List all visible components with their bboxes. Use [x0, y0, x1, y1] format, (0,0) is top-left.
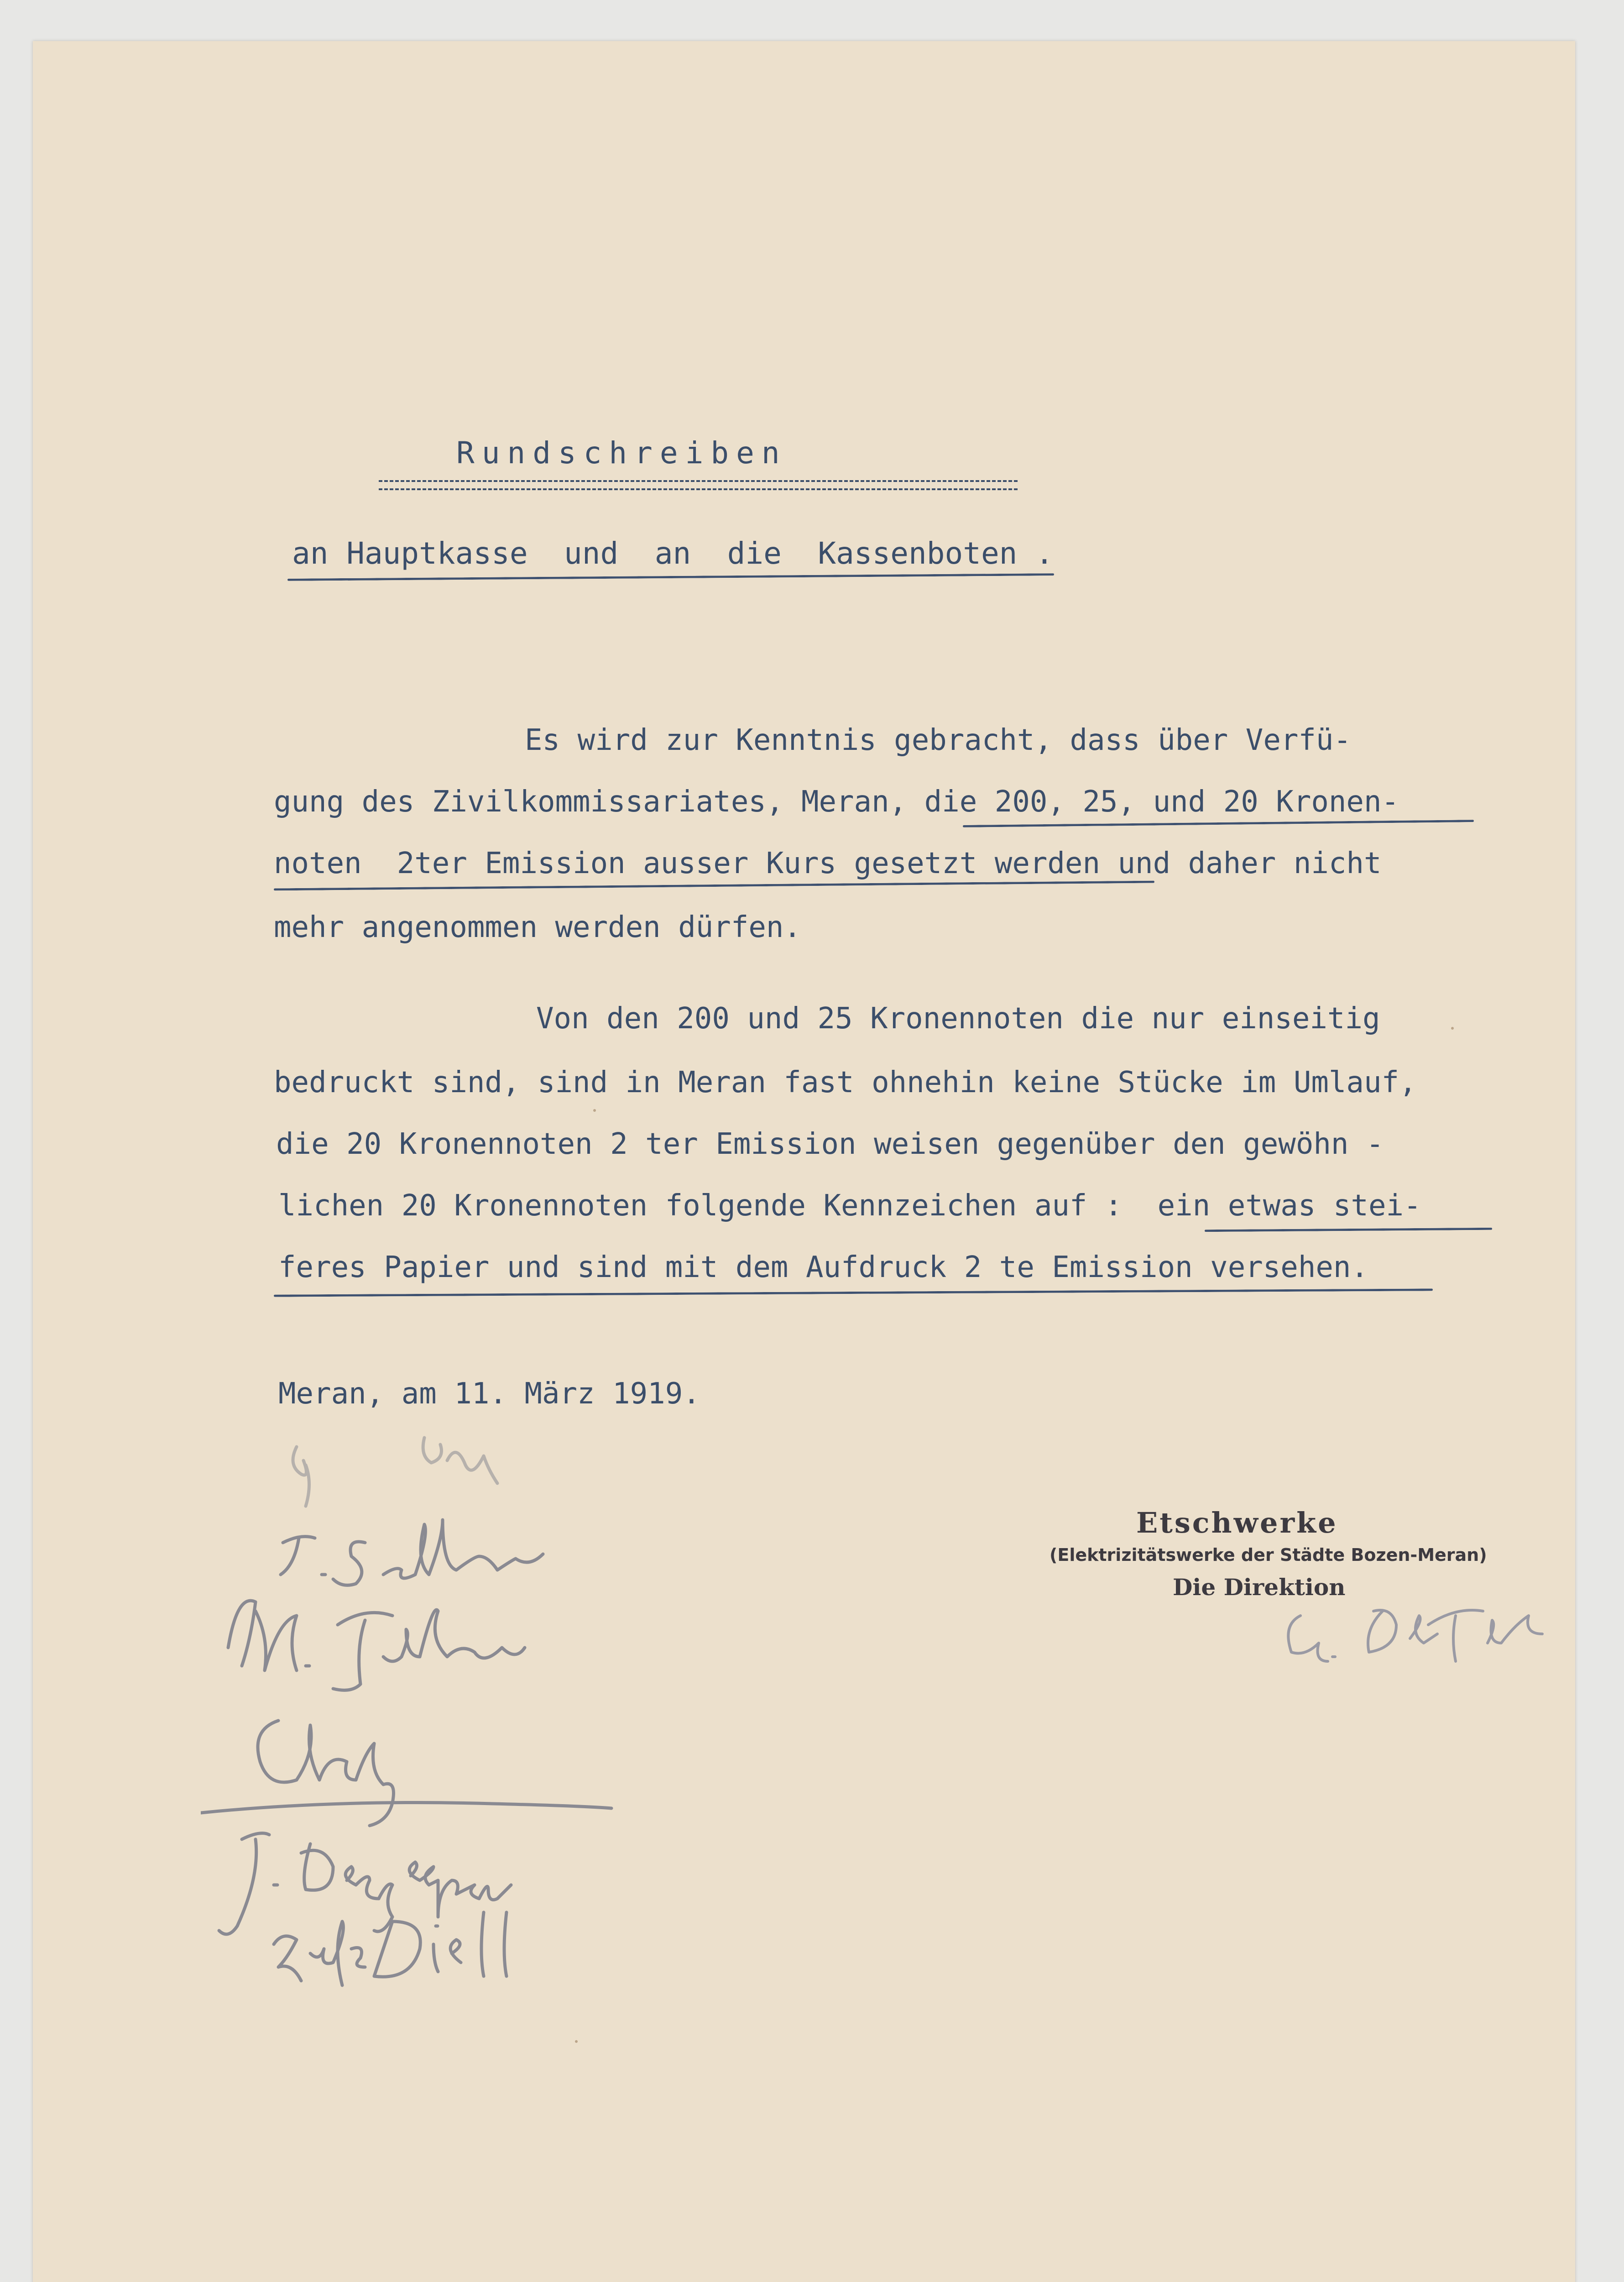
stamp-department: Die Direktion — [1173, 1574, 1346, 1601]
paragraph1-line3: noten 2ter Emission ausser Kurs gesetzt werden und daher nicht — [274, 847, 1382, 880]
document-title: Rundschreiben — [456, 435, 787, 471]
paragraph2-line2: bedruckt sind, sind in Meran fast ohnehin keine Stücke im Umlauf, — [274, 1066, 1417, 1099]
paragraph2-line3: die 20 Kronennoten 2 ter Emission weisen gegenüber den gewöhn - — [276, 1127, 1384, 1161]
paragraph2-line4: lichen 20 Kronennoten folgende Kennzeichen auf : ein etwas stei- — [278, 1189, 1421, 1223]
paragraph1-line2: gung des Zivilkommissariates, Meran, die 200, 25, und 20 Kronen- — [274, 785, 1399, 819]
paragraph2-line5: feres Papier und sind mit dem Aufdruck 2 te Emission versehen. — [278, 1251, 1368, 1284]
handwritten-signatures — [201, 1429, 703, 1999]
paragraph2-line1: Von den 200 und 25 Kronennoten die nur einseitig — [536, 1002, 1380, 1036]
title-double-underline — [379, 480, 1018, 490]
director-initials — [1282, 1597, 1565, 1680]
document-subtitle: an Hauptkasse und an die Kassenboten . — [292, 536, 1054, 571]
paper-speck — [1451, 1027, 1454, 1030]
stamp-subtitle: (Elektrizitätswerke der Städte Bozen-Meran) — [1050, 1545, 1487, 1565]
place-date: Meran, am 11. März 1919. — [278, 1377, 700, 1411]
paragraph1-line4: mehr angenommen werden dürfen. — [274, 911, 801, 944]
paragraph1-line1: Es wird zur Kenntnis gebracht, dass über Verfü- — [525, 723, 1351, 757]
paper-speck — [593, 1109, 596, 1112]
paper-speck — [575, 2040, 578, 2043]
stamp-company-name: Etschwerke — [1136, 1506, 1338, 1539]
